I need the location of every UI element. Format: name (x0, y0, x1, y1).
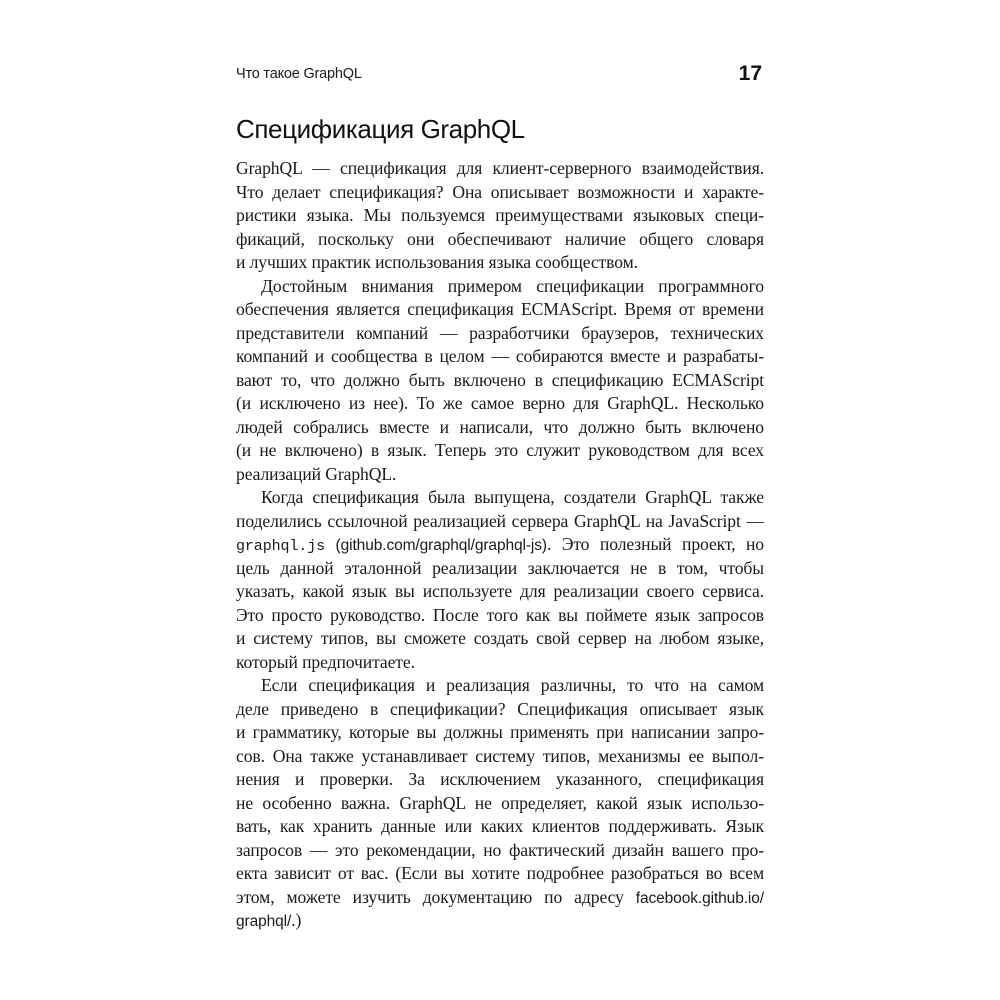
paragraph-3 (236, 486, 764, 674)
text-line: реализаций GraphQL. (236, 463, 397, 484)
text-line: и грамматику, которые вы должны применять при написании запро- (236, 722, 764, 742)
text-line: Когда спецификация была выпущена, создатели GraphQL также (261, 487, 764, 507)
text-line: запросов — это рекомендации, но фактический дизайн вашего про- (236, 839, 764, 860)
code-graphql-js: graphql.js (236, 538, 326, 555)
text-line: GraphQL — спецификация для клиент-серверного взаимодействия. (236, 158, 764, 178)
running-title: Что такое GraphQL (236, 66, 362, 82)
running-head (236, 63, 764, 87)
text-fragment: . Это полезный проект, но (546, 534, 764, 554)
text-line: обеспечения является спецификация ECMAScript. Время от времени (236, 299, 764, 319)
text-line: людей собрались вместе и написали, что должно быть включено (236, 416, 764, 437)
text-line: не особенно важна. GraphQL не определяет, какой язык использо- (236, 792, 764, 813)
text-line: который предпочитаете. (236, 651, 415, 672)
link-facebook-graphql[interactable]: facebook.github.io/ (635, 889, 764, 907)
text-line: вают то, что должно быть включено в спецификацию ECMAScript (236, 369, 764, 390)
text-line: цель данной эталонной реализации заключается не в том, чтобы (236, 557, 764, 578)
text-line: Если спецификация и реализация различны, то что на самом (261, 675, 764, 695)
text-line: Что делает спецификация? Она описывает возможности и характе- (236, 181, 764, 202)
text-line-with-code (236, 533, 764, 557)
text-fragment: .) (291, 910, 302, 930)
book-page (236, 0, 764, 1000)
text-line: нения и проверки. За исключением указанного, спецификация (236, 769, 764, 789)
paragraph-4 (236, 674, 764, 933)
section-title: Спецификация GraphQL (236, 114, 525, 144)
body-text (236, 157, 764, 933)
paragraph-1 (236, 157, 764, 275)
text-line: вать, как хранить данные или каких клиентов поддерживать. Язык (236, 816, 764, 836)
text-fragment: этом, можете изучить документацию по адресу (236, 886, 636, 907)
text-line: (и исключено из нее). То же самое верно для GraphQL. Несколько (236, 393, 764, 413)
text-line: и систему типов, вы сможете создать свой сервер на любом языке, (236, 628, 764, 648)
text-line: поделились ссылочной реализацией сервера GraphQL на JavaScript — (236, 510, 764, 531)
text-line: фикаций, поскольку они обеспечивают наличие общего словаря (236, 228, 764, 249)
text-line: Это просто руководство. После того как вы поймете язык запросов (236, 604, 764, 625)
text-line: Достойным внимания примером спецификации программного (261, 275, 764, 296)
text-line-with-url (236, 886, 764, 910)
text-line: (и не включено) в язык. Теперь это служит руководством для всех (236, 440, 764, 460)
text-line: компаний и сообщества в целом — собираются вместе и разрабаты- (236, 346, 764, 366)
text-line: указать, какой язык вы используете для реализации своего сервиса. (236, 581, 764, 601)
text-line: сов. Она также устанавливает систему типов, механизмы ее выпол- (236, 745, 764, 766)
text-line-with-url (236, 909, 764, 933)
link-facebook-graphql-cont[interactable]: graphql/ (236, 913, 292, 930)
text-line: представители компаний — разработчики браузеров, технических (236, 322, 764, 343)
text-line: и лучших практик использования языка сообществом. (236, 252, 638, 272)
page-number: 17 (738, 62, 762, 85)
text-line: деле приведено в спецификации? Спецификация описывает язык (236, 698, 764, 719)
text-line: ристики языка. Мы пользуемся преимуществами языковых специ- (236, 205, 764, 225)
paragraph-2 (236, 275, 764, 487)
text-line: екта зависит от вас. (Если вы хотите подробнее разобраться во всем (236, 863, 764, 883)
link-graphql-js-repo[interactable]: (github.com/graphql/graphql-js) (335, 537, 547, 554)
